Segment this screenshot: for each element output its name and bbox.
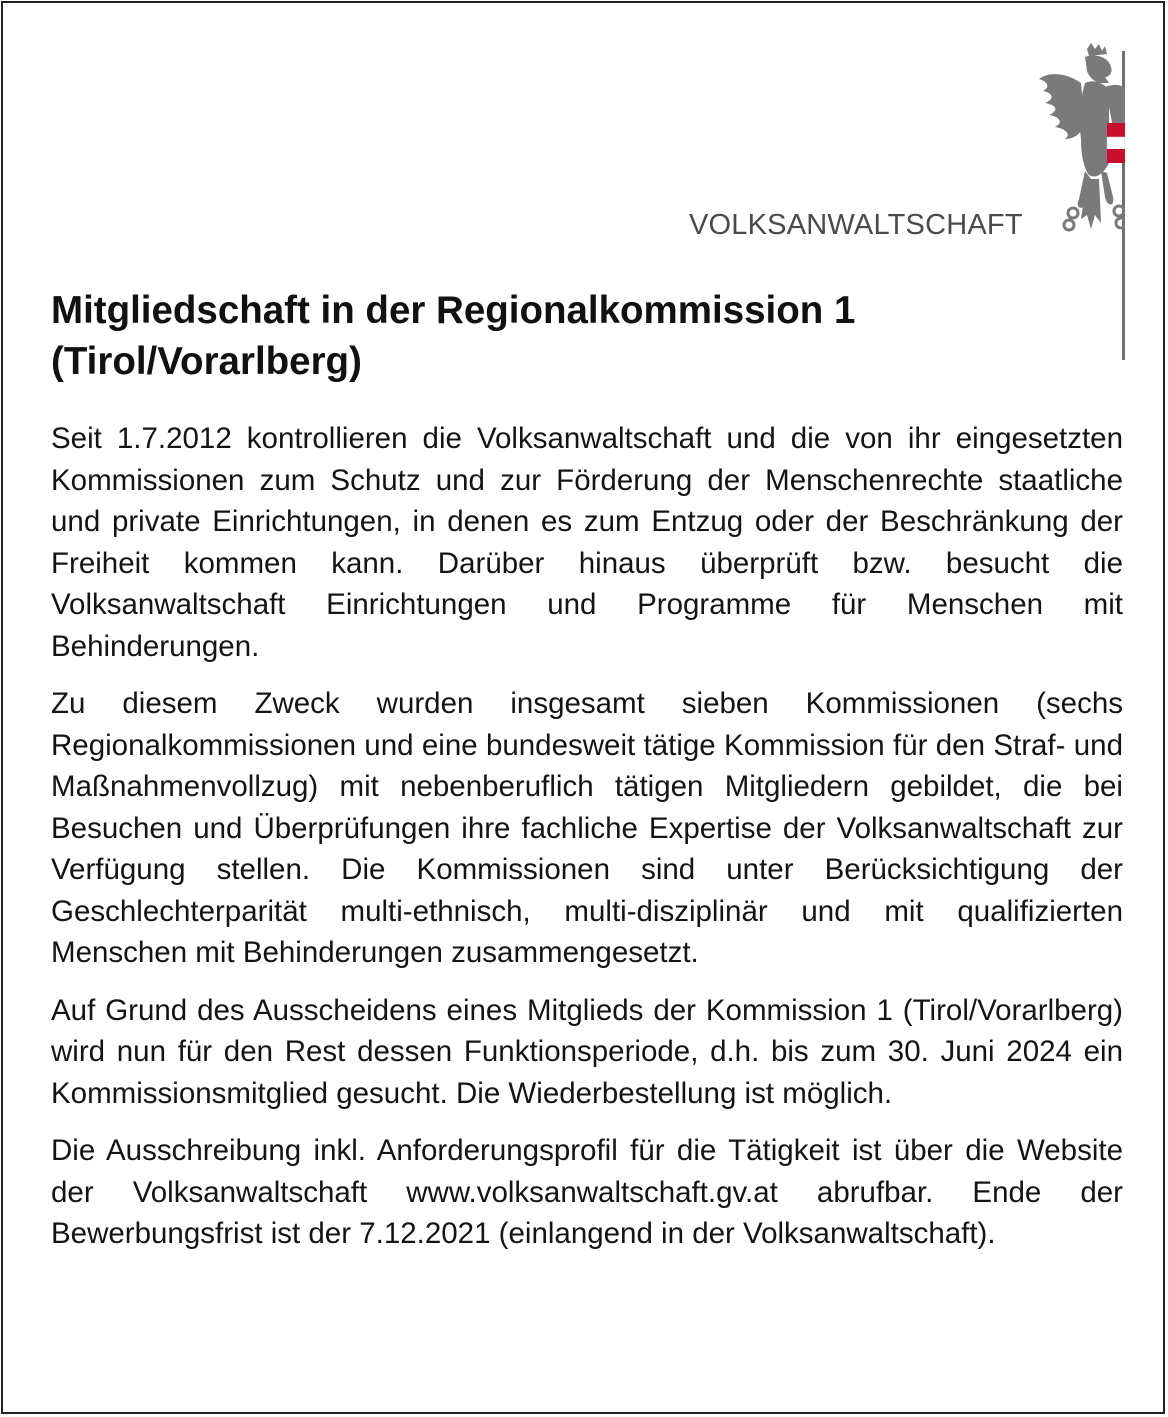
body-text xyxy=(51,418,1123,1271)
title-line-1: Mitgliedschaft in der Regionalkommission 1 xyxy=(51,289,856,332)
advertisement-frame xyxy=(1,1,1165,1414)
paragraph-intro: Seit 1.7.2012 kontrollieren die Volksanwaltschaft und die von ihr eingesetzten Kommissionen zum Schutz und zur Förderung der Menschenrechte staatliche und private Einrichtungen, in denen es zum Entzug oder der Beschränkung der Freiheit kommen kann. Darüber hinaus überprüft bzw. besucht die Volksanwaltschaft Einrichtungen und Programme für Menschen mit Behinderungen. xyxy=(51,422,1123,663)
austrian-eagle-icon xyxy=(1029,43,1125,239)
paragraph-vacancy: Auf Grund des Ausscheidens eines Mitglieds der Kommission 1 (Tirol/Vorarlberg) wird nun für den Rest dessen Funktionsperiode, d.h. bis zum 30. Juni 2024 ein Kommissionsmitglied gesucht. Die Wiederbestellung ist möglich. xyxy=(51,993,1123,1110)
brand-name: VOLKSANWALTSCHAFT xyxy=(689,209,1023,241)
paragraph-application: Die Ausschreibung inkl. Anforderungsprofil für die Tätigkeit ist über die Website der Volksanwaltschaft www.volksanwaltschaft.gv.at abrufbar. Ende der Bewerbungsfrist ist der 7.12.2021 (einlangend in der Volksanwaltschaft). xyxy=(51,1134,1123,1250)
page-title xyxy=(51,285,1091,387)
paragraph-commissions: Zu diesem Zweck wurden insgesamt sieben Kommissionen (sechs Regionalkommissionen und eine bundesweit tätige Kommission für den Straf- und Maßnahmenvollzug) mit nebenberuflich tätigen Mitgliedern gebildet, die bei Besuchen und Überprüfungen ihre fachliche Expertise der Volksanwaltschaft zur Verfügung stellen. Die Kommissionen sind unter Berücksichtigung der Geschlechterparität multi-ethnisch, multi-disziplinär und mit qualifizierten Menschen mit Behinderungen zusammengesetzt. xyxy=(51,687,1123,969)
title-line-2: (Tirol/Vorarlberg) xyxy=(51,340,362,383)
